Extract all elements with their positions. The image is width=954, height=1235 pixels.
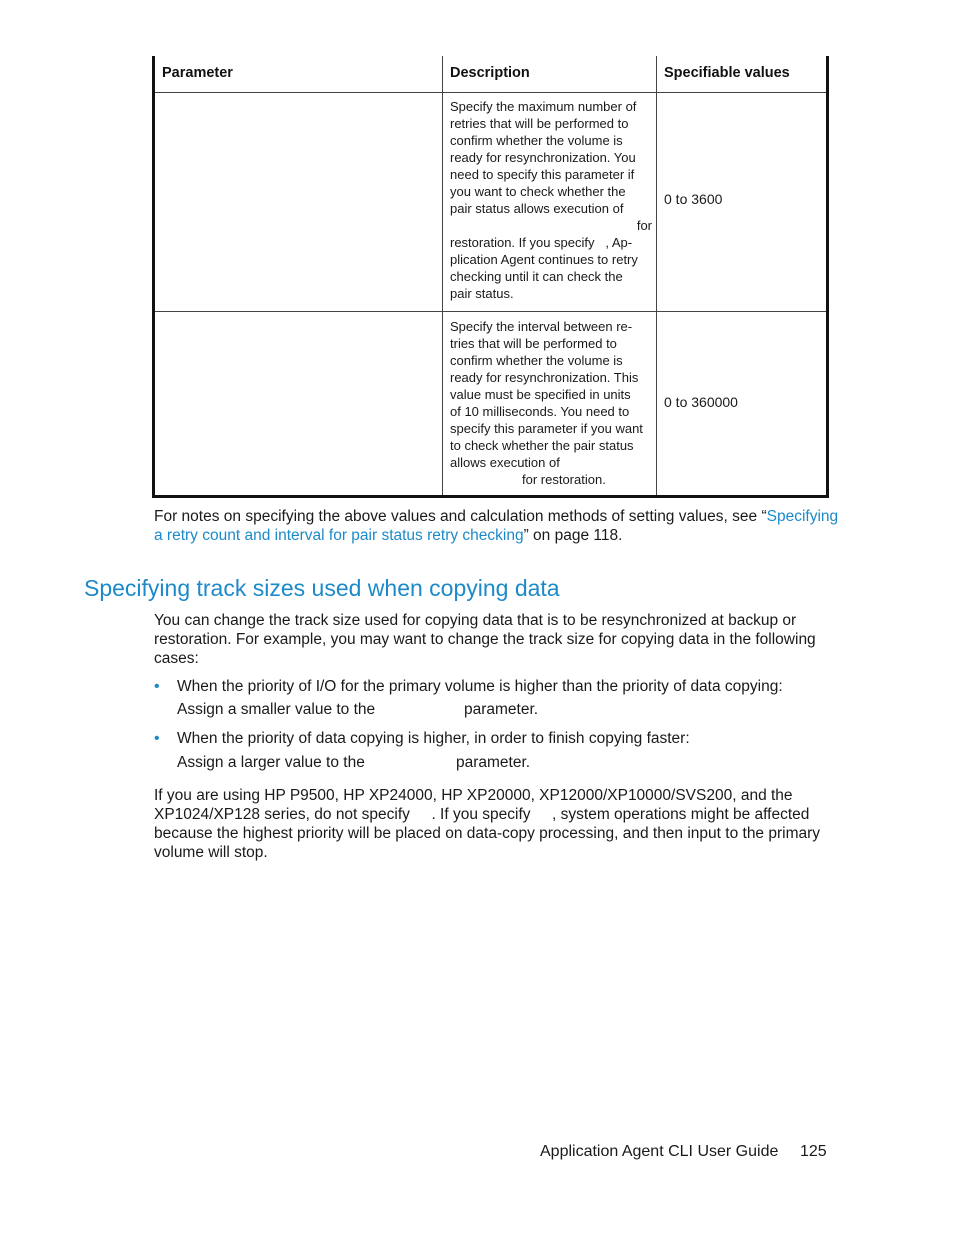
row2-description	[450, 318, 652, 488]
desc-line: Specify the interval between re-	[450, 319, 633, 334]
desc-line: value must be specified in units	[450, 387, 631, 402]
column-divider	[442, 56, 443, 495]
notes-text: For notes on specifying the above values and calculation methods of setting values, see “	[154, 508, 767, 525]
bullet-icon: •	[154, 730, 160, 747]
list-item	[154, 677, 824, 729]
header-description: Description	[450, 65, 530, 81]
bullet-icon: •	[154, 678, 160, 695]
row1-description	[450, 98, 652, 302]
desc-line: confirm whether the volume is	[450, 133, 623, 148]
closing-paragraph	[154, 786, 824, 862]
header-parameter: Parameter	[162, 65, 233, 81]
row1-value: 0 to 3600	[664, 191, 723, 207]
desc-line: you want to check whether the	[450, 184, 626, 199]
header-specifiable-values: Specifiable values	[664, 65, 790, 81]
intro-line: You can change the track size used for copying data that is to be resynchronized at backup or	[154, 612, 797, 629]
bullet-subtext: parameter.	[464, 701, 539, 718]
list-item	[154, 729, 824, 781]
intro-line: cases:	[154, 650, 199, 667]
intro-paragraph	[154, 611, 824, 668]
desc-line: allows execution of	[450, 455, 560, 470]
header-row-divider	[155, 92, 826, 93]
row-divider	[155, 311, 826, 312]
page-number: 125	[800, 1143, 827, 1160]
bullet-subtext: Assign a larger value to the	[177, 754, 365, 771]
desc-line: pair status.	[450, 286, 514, 301]
closing-line: If you are using HP P9500, HP XP24000, HP XP20000, XP12000/XP10000/SVS200, and the	[154, 787, 793, 804]
desc-line: of 10 milliseconds. You need to	[450, 404, 630, 419]
parameter-table	[152, 56, 829, 498]
section-heading: Specifying track sizes used when copying data	[84, 575, 560, 601]
desc-line: checking until it can check the	[450, 269, 623, 284]
desc-line: tries that will be performed to	[450, 336, 617, 351]
notes-text: ” on page 118.	[523, 527, 623, 544]
cross-reference-link[interactable]: Specifying	[766, 508, 839, 525]
bullet-subtext: parameter.	[456, 754, 531, 771]
column-divider	[656, 56, 657, 495]
desc-line: restoration. If you specify , Ap-	[450, 235, 633, 250]
bullet-subtext: Assign a smaller value to the	[177, 701, 376, 718]
desc-line: ready for resynchronization. This	[450, 370, 639, 385]
bullet-text: When the priority of I/O for the primary volume is higher than the priority of data copying:	[177, 678, 783, 695]
desc-line: need to specify this parameter if	[450, 167, 635, 182]
bullet-text: When the priority of data copying is higher, in order to finish copying faster:	[177, 730, 690, 747]
desc-line: for	[636, 218, 652, 233]
closing-line: volume will stop.	[154, 844, 268, 861]
cross-reference-link[interactable]: a retry count and interval for pair status retry checking	[154, 527, 524, 544]
desc-line: retries that will be performed to	[450, 116, 629, 131]
closing-line: because the highest priority will be placed on data-copy processing, and then input to the primary	[154, 825, 821, 842]
desc-line: confirm whether the volume is	[450, 353, 623, 368]
notes-paragraph	[154, 507, 839, 545]
desc-line: to check whether the pair status	[450, 438, 634, 453]
desc-line: ready for resynchronization. You	[450, 150, 636, 165]
row2-value: 0 to 360000	[664, 394, 738, 410]
desc-line: plication Agent continues to retry	[450, 252, 638, 267]
bullet-list	[154, 677, 824, 781]
desc-line: Specify the maximum number of	[450, 99, 637, 114]
desc-line: for restoration.	[522, 472, 606, 487]
footer-document-title: Application Agent CLI User Guide	[540, 1143, 779, 1160]
desc-line: specify this parameter if you want	[450, 421, 643, 436]
intro-line: restoration. For example, you may want to change the track size for copying data in the following	[154, 631, 816, 648]
closing-line: XP1024/XP128 series, do not specify . If you specify , system operations might be affected	[154, 806, 810, 823]
desc-line: pair status allows execution of	[450, 201, 624, 216]
